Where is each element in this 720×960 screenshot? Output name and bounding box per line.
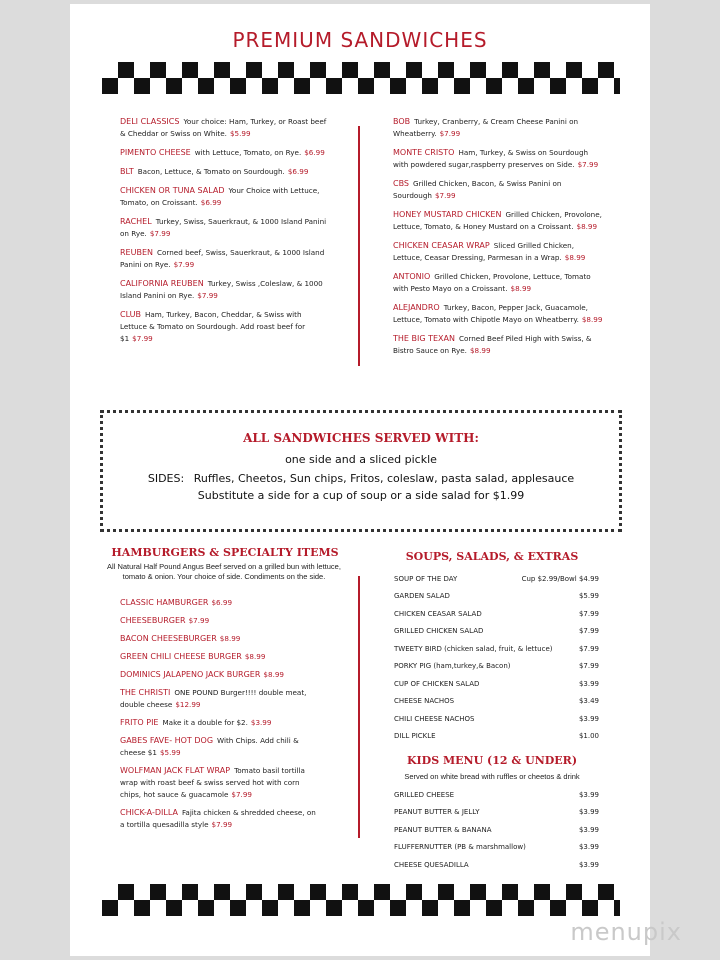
item-name: MONTE CRISTO — [393, 148, 455, 157]
item-name: CHICK-A-DILLA — [120, 808, 178, 817]
menu-item — [393, 209, 603, 233]
item-description: Corned beef, Swiss, Sauerkraut, & 1000 Island Panini on Rye. — [120, 248, 325, 269]
item-name: RACHEL — [120, 217, 152, 226]
table-row — [394, 821, 599, 839]
item-price: $7.99 — [577, 160, 599, 169]
sandwich-list-right — [393, 116, 603, 364]
item-description: Ham, Turkey, Bacon, Cheddar, & Swiss with Lettuce & Tomato on Sourdough. Add roast beef for $1 — [120, 310, 306, 343]
item-name: GRILLED CHICKEN SALAD — [394, 627, 484, 636]
sides-text: Ruffles, Cheetos, Sun chips, Fritos, coleslaw, pasta salad, applesauce — [193, 472, 575, 485]
item-name: BACON CHEESEBURGER — [120, 634, 217, 643]
item-name: CALIFORNIA REUBEN — [120, 279, 204, 288]
menu-item — [120, 615, 320, 627]
menu-item — [120, 278, 328, 302]
item-price: $7.99 — [188, 616, 210, 625]
item-name: PEANUT BUTTER & JELLY — [394, 808, 480, 817]
item-description: Your Choice with Lettuce, Tomato, on Croissant. — [120, 186, 320, 207]
menu-item — [120, 597, 320, 609]
item-description: Turkey, Swiss, Sauerkraut, & 1000 Island Panini on Rye. — [120, 217, 327, 238]
soups-heading: SOUPS, SALADS, & EXTRAS — [405, 550, 579, 563]
item-price: $7.99 — [439, 129, 461, 138]
served-line: one side and a sliced pickle — [285, 453, 437, 466]
item-name: BOB — [393, 117, 411, 126]
item-price: $7.99 — [578, 662, 599, 671]
burgers-note: All Natural Half Pound Angus Beef served on a grilled bun with lettuce, tomato & onion. Your choice of side. Condiments on the side. — [107, 562, 341, 581]
menu-item — [120, 717, 320, 729]
item-description: Your choice: Ham, Turkey, or Roast beef & Cheddar or Swiss on White. — [120, 117, 327, 138]
menu-item — [393, 240, 603, 264]
watermark: menupix — [570, 918, 682, 946]
item-description: Ham, Turkey, & Swiss on Sourdough with powdered sugar,raspberry preserves on Side. — [393, 148, 589, 169]
menu-item — [120, 247, 328, 271]
table-row — [394, 588, 599, 606]
item-price: $1.00 — [578, 732, 599, 741]
table-row — [394, 640, 599, 658]
item-name: CHEESE QUESADILLA — [394, 860, 469, 869]
table-row — [394, 623, 599, 641]
table-row — [394, 804, 599, 822]
menu-item — [120, 735, 320, 759]
item-description: Corned Beef Piled High with Swiss, & Bistro Sauce on Rye. — [393, 334, 592, 355]
item-name: GREEN CHILI CHEESE BURGER — [120, 652, 242, 661]
item-name: CLUB — [120, 310, 141, 319]
sides-line — [103, 472, 619, 485]
menu-item — [393, 147, 603, 171]
item-name: BLT — [120, 167, 134, 176]
item-description: Bacon, Lettuce, & Tomato on Sourdough. — [137, 167, 285, 176]
item-name: PEANUT BUTTER & BANANA — [394, 825, 492, 834]
item-description: Tomato basil tortilla wrap with roast beef & swiss served hot with corn chips, hot sauce & guacamole — [120, 766, 305, 799]
item-name: ALEJANDRO — [393, 303, 440, 312]
checkered-border-top — [102, 62, 620, 94]
kids-note: Served on white bread with ruffles or cheetos & drink — [404, 772, 580, 781]
table-row — [394, 605, 599, 623]
item-price: $6.99 — [304, 148, 325, 157]
menu-item — [120, 669, 320, 681]
item-price: $8.99 — [581, 315, 603, 324]
item-price: $12.99 — [175, 700, 201, 709]
item-price: $7.99 — [578, 609, 599, 618]
item-price: $6.99 — [200, 198, 222, 207]
table-row — [394, 570, 599, 588]
item-name: GABES FAVE- HOT DOG — [120, 736, 214, 745]
item-name: REUBEN — [120, 248, 153, 257]
item-name: SOUP OF THE DAY — [394, 574, 458, 583]
item-name: DILL PICKLE — [394, 732, 436, 741]
menu-item — [393, 116, 603, 140]
item-description: Grilled Chicken, Bacon, & Swiss Panini on Sourdough — [393, 179, 562, 200]
item-name: CHILI CHEESE NACHOS — [394, 714, 475, 723]
item-description: Grilled Chicken, Provolone, Lettuce, Tomato, & Honey Mustard on a Croissant. — [393, 210, 602, 231]
item-price: $3.49 — [578, 697, 599, 706]
soups-list — [394, 570, 599, 745]
menu-item — [393, 333, 603, 357]
menu-item — [120, 309, 328, 345]
column-divider — [358, 126, 360, 366]
menu-page — [70, 4, 650, 956]
item-price: $5.99 — [229, 129, 251, 138]
item-name: DELI CLASSICS — [120, 117, 180, 126]
table-row — [394, 710, 599, 728]
item-price: $7.99 — [578, 644, 599, 653]
item-description: Turkey, Swiss ,Coleslaw, & 1000 Island Panini on Rye. — [120, 279, 323, 300]
item-name: CHICKEN OR TUNA SALAD — [120, 186, 225, 195]
item-description: Fajita chicken & shredded cheese, on a tortilla quesadilla style — [120, 808, 316, 829]
item-name: CBS — [393, 179, 410, 188]
item-name: THE CHRISTI — [120, 688, 171, 697]
menu-item — [120, 651, 320, 663]
item-name: CHEESEBURGER — [120, 616, 186, 625]
item-name: GRILLED CHEESE — [394, 790, 455, 799]
item-name: THE BIG TEXAN — [393, 334, 455, 343]
kids-list — [394, 786, 599, 874]
item-name: WOLFMAN JACK FLAT WRAP — [120, 766, 231, 775]
item-price: $8.99 — [510, 284, 532, 293]
menu-item — [120, 687, 320, 711]
menu-item — [120, 185, 328, 209]
served-heading: ALL SANDWICHES SERVED WITH: — [243, 431, 479, 445]
table-row — [394, 658, 599, 676]
item-name: DOMINICS JALAPENO JACK BURGER — [120, 670, 261, 679]
item-price: $3.99 — [578, 808, 599, 817]
item-price: $7.99 — [578, 627, 599, 636]
menu-item — [120, 116, 328, 140]
item-name: CLASSIC HAMBURGER — [120, 598, 209, 607]
menu-item — [393, 271, 603, 295]
item-name: CHICKEN CEASAR WRAP — [393, 241, 490, 250]
item-price: $3.99 — [578, 790, 599, 799]
item-name: GARDEN SALAD — [394, 592, 450, 601]
item-price: $8.99 — [263, 670, 284, 679]
served-with-box — [100, 410, 622, 532]
menu-item — [120, 216, 328, 240]
item-name: CHEESE NACHOS — [394, 697, 455, 706]
item-price: $6.99 — [287, 167, 309, 176]
table-row — [394, 728, 599, 746]
item-price: $7.99 — [231, 790, 252, 799]
burger-list — [120, 597, 320, 837]
item-name: CHICKEN CEASAR SALAD — [394, 609, 482, 618]
table-row — [394, 786, 599, 804]
menu-item — [393, 302, 603, 326]
item-price: $3.99 — [578, 843, 599, 852]
table-row — [394, 856, 599, 874]
item-name: TWEETY BIRD (chicken salad, fruit, & lettuce) — [394, 644, 553, 653]
item-description: ONE POUND Burger!!!! double meat, double cheese — [120, 688, 307, 709]
item-price: $7.99 — [132, 334, 153, 343]
item-description: With Chips. Add chili & cheese $1 — [120, 736, 299, 757]
item-price: $7.99 — [173, 260, 195, 269]
item-price: $6.99 — [211, 598, 233, 607]
page-title: PREMIUM SANDWICHES — [232, 28, 488, 52]
table-row — [394, 675, 599, 693]
item-name: FRITO PIE — [120, 718, 159, 727]
item-price: $5.99 — [159, 748, 181, 757]
item-price: $8.99 — [564, 253, 586, 262]
item-price: $3.99 — [250, 718, 272, 727]
item-price: $7.99 — [149, 229, 171, 238]
menu-item — [120, 765, 320, 801]
menu-item — [120, 633, 320, 645]
item-price: $3.99 — [578, 714, 599, 723]
item-description: Turkey, Bacon, Pepper Jack, Guacamole, Lettuce, Tomato with Chipotle Mayo on Wheatberry. — [393, 303, 588, 324]
item-name: HONEY MUSTARD CHICKEN — [393, 210, 502, 219]
item-name: FLUFFERNUTTER (PB & marshmallow) — [394, 843, 526, 852]
item-description: Grilled Chicken, Provolone, Lettuce, Tomato with Pesto Mayo on a Croissant. — [393, 272, 591, 293]
item-description: with Lettuce, Tomato, on Rye. — [194, 148, 302, 157]
item-price: $5.99 — [578, 592, 599, 601]
item-name: PORKY PIG (ham,turkey,& Bacon) — [394, 662, 511, 671]
item-price: $3.99 — [578, 679, 599, 688]
sandwich-list-left — [120, 116, 328, 352]
item-name: PIMENTO CHEESE — [120, 148, 191, 157]
item-price: $8.99 — [219, 634, 241, 643]
checkered-border-bottom — [102, 884, 620, 916]
menu-item — [120, 807, 320, 831]
item-price: Cup $2.99/Bowl $4.99 — [521, 574, 599, 583]
item-name: ANTONIO — [393, 272, 431, 281]
item-price: $3.99 — [578, 825, 599, 834]
substitute-line: Substitute a side for a cup of soup or a side salad for $1.99 — [197, 489, 525, 502]
menu-item — [120, 147, 328, 159]
item-price: $7.99 — [197, 291, 218, 300]
table-row — [394, 693, 599, 711]
burgers-heading: HAMBURGERS & SPECIALTY ITEMS — [111, 546, 339, 559]
item-description: Sliced Grilled Chicken, Lettuce, Ceasar Dressing, Parmesan in a Wrap. — [393, 241, 574, 262]
item-price: $3.99 — [578, 860, 599, 869]
column-divider-lower — [358, 576, 360, 838]
kids-heading: KIDS MENU (12 & UNDER) — [406, 754, 578, 767]
item-price: $7.99 — [434, 191, 456, 200]
item-description: Make it a double for $2. — [162, 718, 248, 727]
item-name: CUP OF CHICKEN SALAD — [394, 679, 480, 688]
item-description: Turkey, Cranberry, & Cream Cheese Panini on Wheatberry. — [393, 117, 579, 138]
sides-label: SIDES: — [147, 472, 185, 485]
item-price: $7.99 — [211, 820, 233, 829]
menu-item — [120, 166, 328, 178]
table-row — [394, 839, 599, 857]
item-price: $8.99 — [576, 222, 598, 231]
item-price: $8.99 — [244, 652, 266, 661]
menu-item — [393, 178, 603, 202]
item-price: $8.99 — [469, 346, 491, 355]
